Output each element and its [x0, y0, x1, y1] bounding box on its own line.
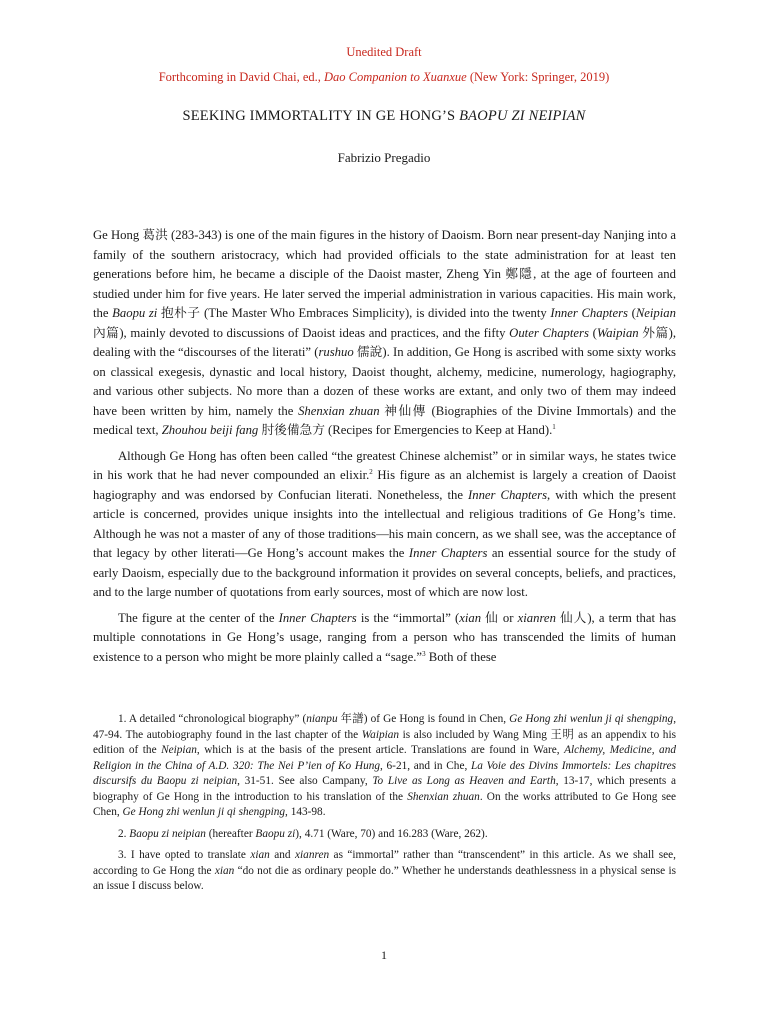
text-run: Baopu zi neipian — [129, 827, 206, 840]
text-run: . On the works attributed to Ge Hong see Chen, — [93, 790, 677, 818]
text-run: 2. — [118, 827, 130, 840]
text-run: Neipian — [635, 306, 676, 320]
article-title-main: SEEKING IMMORTALITY IN GE HONG’S — [182, 108, 460, 124]
text-run: nianpu — [306, 713, 338, 725]
text-run: 神仙傳 (Biographies of the Divine Immortals) and the medical text, — [93, 403, 676, 437]
forthcoming-book-title: Dao Companion to Xuanxue — [324, 70, 467, 84]
text-run: Ge Hong zhi wenlun ji qi shengping — [509, 713, 674, 725]
text-run: Neipian — [161, 744, 197, 756]
page-number: 1 — [381, 948, 387, 962]
article-title-italic: BAOPU ZI NEIPIAN — [459, 108, 586, 124]
text-run: , 31-51. See also Campany, — [237, 775, 373, 787]
text-run: Inner Chapters — [550, 306, 628, 320]
text-run: Shenxian zhuan — [298, 403, 380, 418]
text-run: Ge Hong zhi wenlun ji qi shengping — [122, 806, 286, 818]
text-run: xian — [250, 849, 270, 861]
text-run: 1. A detailed “chronological biography” ( — [118, 713, 307, 725]
text-run: xianren — [295, 849, 330, 861]
text-run: 抱朴子 (The Master Who Embraces Simplicity), is divided into the twenty — [157, 306, 551, 320]
text-run: , 13-17, which presents a biography of Ge Hong in the introduction to his translation of the — [93, 775, 676, 803]
paragraph — [93, 609, 676, 668]
footnote-ref: 1 — [552, 422, 556, 431]
forthcoming-suffix: (New York: Springer, 2019) — [466, 70, 610, 84]
text-run: 肘後備急方 (Recipes for Emergencies to Keep at Hand). — [258, 423, 553, 437]
text-run: Inner Chapters — [408, 546, 488, 560]
text-run: 仙 or — [481, 610, 518, 625]
text-run: and — [269, 849, 296, 861]
text-run: Baopu zi — [255, 827, 296, 840]
footnote — [93, 827, 676, 843]
text-run: Although Ge Hong has often been called “the greatest Chinese alchemist” or in similar ways, he states twice in his work that he had never compounded an elixir. — [93, 448, 676, 482]
text-run: His figure as an alchemist is largely a creation of Daoist hagiography and was endorsed by Confucian literati. Nonetheless, the — [93, 468, 676, 502]
draft-label: Unedited Draft — [346, 45, 422, 59]
paragraph — [93, 226, 676, 441]
text-run: xian — [459, 610, 482, 625]
text-run: 年譜) of Ge Hong is found in Chen, — [337, 713, 510, 725]
text-run: an essential source for the study of early Daoism, especially due to the background information it provides on several concepts, beliefs, and practices, and to the large number of quotations from early sources, most of which are now lost. — [93, 546, 676, 599]
text-run: , which is at the basis of the present article. Translations are found in Ware, — [196, 744, 565, 756]
text-run: The figure at the center of the — [118, 610, 279, 625]
text-run: 仙人), a term that has multiple connotations in Ge Hong’s usage, ranging from a person who has transcended the limits of human existence to a person who might be more plainly called a “sage.” — [93, 610, 677, 664]
text-run: Inner Chapters — [468, 487, 548, 502]
text-run: To Live as Long as Heaven and Earth — [372, 775, 556, 787]
text-run: La Voie des Divins Immortels: Les chapitres discursifs du Baopu zi neipian — [93, 759, 676, 787]
text-run: 外篇), dealing with the “discourses of the literati” ( — [93, 325, 676, 359]
text-run: , 6-21, and in Che, — [380, 759, 471, 772]
text-run: ( — [588, 325, 597, 340]
paragraph — [93, 447, 676, 603]
text-run: ), 4.71 (Ware, 70) and 16.283 (Ware, 262). — [295, 827, 488, 840]
text-run: Outer Chapters — [509, 325, 589, 340]
text-run: Alchemy, Medicine, and Religion in the China of A.D. 320: The Nei P’ien of Ko Hung — [93, 744, 676, 772]
text-run: Ge Hong 葛洪 (283-343) is one of the main figures in the history of Daoism. Born near present-day Nanjing into a family of the southern aristocracy, which had provided officials to the state administration for at least ten generations before him, he became a disciple of the Daoist master, Zheng Yin 鄭隱, at the age of fourteen and studied under him for five years. He later served the imperial administration in various capacities. His main work, the — [93, 228, 676, 320]
text-run: is the “immortal” ( — [356, 610, 460, 625]
forthcoming-note — [0, 70, 768, 85]
text-run: xianren — [517, 610, 556, 625]
text-run: Zhouhou beiji fang — [161, 423, 259, 437]
text-run: is also included by Wang Ming 王明 as an appendix to his edition of the — [93, 728, 676, 756]
text-run: , 47-94. The autobiography found in the last chapter of the — [93, 713, 677, 741]
text-run: 3. I have opted to translate — [118, 849, 251, 861]
footnotes — [93, 712, 676, 901]
body-text — [93, 226, 676, 673]
forthcoming-prefix: Forthcoming in David Chai, ed., — [158, 70, 324, 84]
text-run: Both of these — [425, 649, 497, 664]
text-run: xian — [214, 864, 235, 877]
text-run: Inner Chapters — [278, 610, 357, 625]
text-run: 內篇), mainly devoted to discussions of Daoist ideas and practices, and the fifty — [93, 325, 510, 340]
text-run: “do not die as ordinary people do.” Whether he understands deathlessness in a physical sense is an issue I discuss below. — [93, 864, 676, 892]
footnote-ref: 2 — [369, 467, 373, 476]
text-run: as “immortal” rather than “transcendent” in this article. As we shall see, according to Ge Hong the — [93, 849, 676, 877]
text-run: Waipian — [596, 325, 639, 340]
text-run: (hereafter — [205, 827, 256, 840]
text-run: Waipian — [361, 728, 400, 741]
text-run: , with which the present article is concerned, provides unique insights into the intellectual and religious traditions of Ge Hong’s time. Although he was not a master of any of those traditions—his main concern, as we shall see, was the acceptance of that legacy by other literati—Ge Hong’s account makes the — [93, 487, 676, 560]
text-run: 儒說). In addition, Ge Hong is ascribed with some sixty works on classical exegesis, dynastic and local history, Daoist thought, alchemy, medicine, numerology, hagiography, and various other subjects. No more than a dozen of these works are extant, and only two of them may indeed have been written by him, namely the — [93, 345, 676, 418]
footnote-ref: 3 — [422, 649, 426, 658]
text-run: ( — [627, 306, 636, 320]
footnote — [93, 848, 676, 895]
text-run: Shenxian zhuan — [407, 790, 480, 803]
footnote — [93, 712, 676, 821]
text-run: , 143-98. — [285, 806, 326, 818]
article-title — [0, 108, 768, 125]
author-name: Fabrizio Pregadio — [337, 150, 431, 165]
text-run: rushuo — [318, 345, 354, 359]
text-run: Baopu zi — [112, 306, 158, 320]
